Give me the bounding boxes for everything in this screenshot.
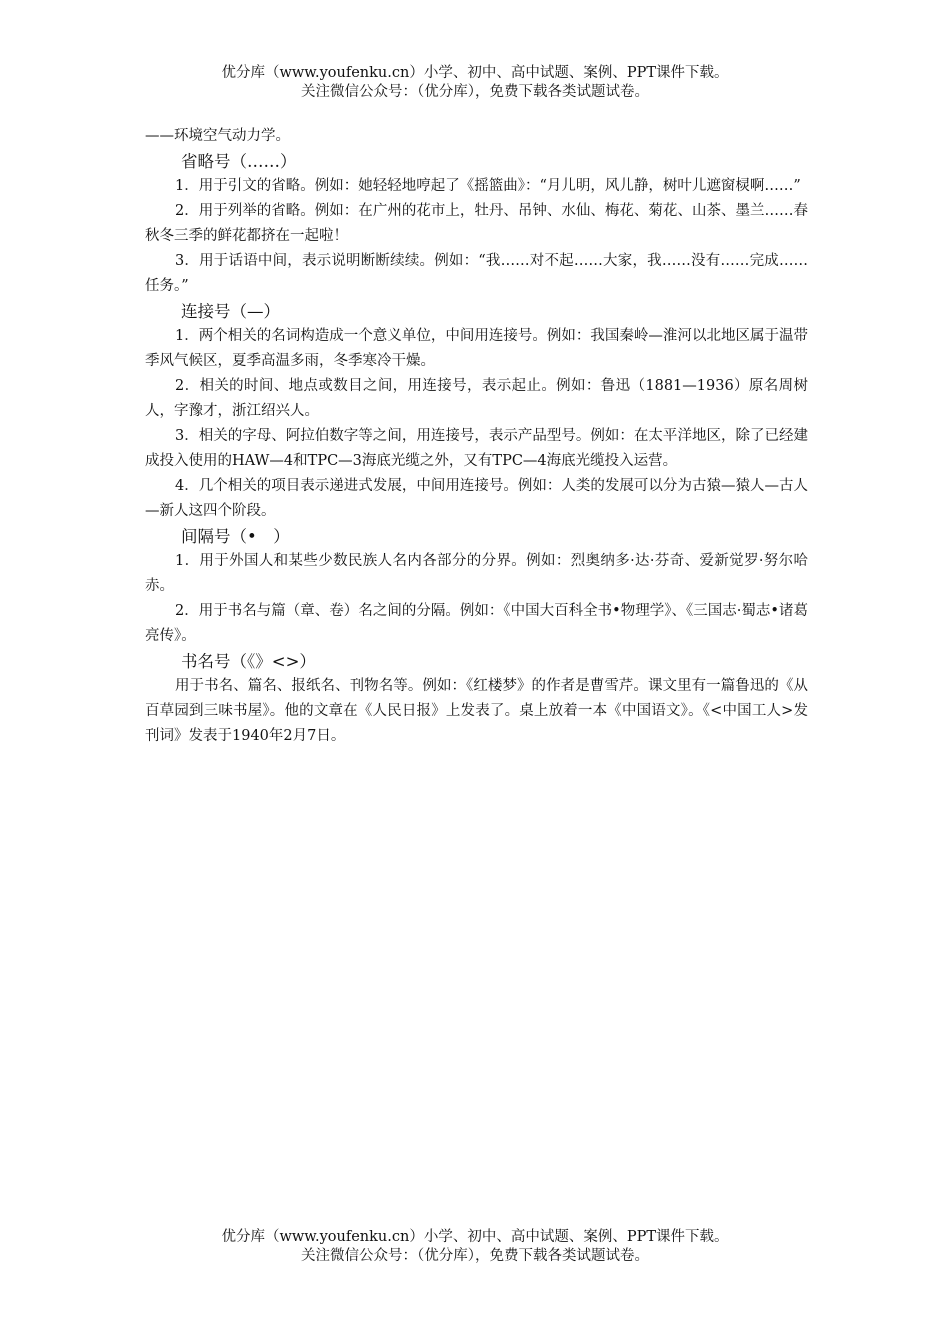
paragraph: 4．几个相关的项目表示递进式发展，中间用连接号。例如：人类的发展可以分为古猿—猿人—古人—新人这四个阶段。 (145, 478, 808, 519)
section-heading-interpunct: 间隔号（• ） (181, 527, 290, 546)
section-heading-title-marks: 书名号（《》<>） (181, 652, 316, 671)
paragraph: 2．用于书名与篇（章、卷）名之间的分隔。例如：《中国大百科全书•物理学》、《三国志·蜀志•诸葛亮传》。 (145, 603, 808, 644)
section-heading-ellipsis: 省略号（……） (181, 152, 297, 171)
footer-line-1: 优分库（www.youfenku.cn）小学、初中、高中试题、案例、PPT课件下载。 (221, 1229, 729, 1245)
paragraph: 1．两个相关的名词构造成一个意义单位，中间用连接号。例如：我国秦岭—淮河以北地区属于温带季风气候区，夏季高温多雨，冬季寒冷干燥。 (145, 328, 808, 369)
section-heading-dash: 连接号（—） (181, 302, 280, 321)
paragraph: 1．用于外国人和某些少数民族人名内各部分的分界。例如：烈奥纳多·达·芬奇、爱新觉罗·努尔哈赤。 (145, 553, 808, 594)
page-header (0, 64, 950, 102)
paragraph: 2．相关的时间、地点或数目之间，用连接号，表示起止。例如：鲁迅（1881—1936）原名周树人，字豫才，浙江绍兴人。 (145, 378, 808, 419)
header-line-1: 优分库（www.youfenku.cn）小学、初中、高中试题、案例、PPT课件下载。 (221, 65, 729, 81)
footer-line-2: 关注微信公众号：（优分库），免费下载各类试题试卷。 (301, 1248, 649, 1264)
paragraph: 3．用于话语中间，表示说明断断续续。例如：“我……对不起……大家，我……没有……完成……任务。” (145, 253, 808, 294)
header-line-2: 关注微信公众号：（优分库），免费下载各类试题试卷。 (301, 84, 649, 100)
paragraph: 用于书名、篇名、报纸名、刊物名等。例如：《红楼梦》的作者是曹雪芹。课文里有一篇鲁迅的《从百草园到三味书屋》。他的文章在《人民日报》上发表了。桌上放着一本《中国语文》。《<中国工人>发刊词》发表于1940年2月7日。 (145, 678, 808, 744)
lead-line: ——环境空气动力学。 (145, 128, 290, 144)
document-body (145, 124, 808, 749)
paragraph: 3．相关的字母、阿拉伯数字等之间，用连接号，表示产品型号。例如：在太平洋地区，除了已经建成投入使用的HAW—4和TPC—3海底光缆之外，又有TPC—4海底光缆投入运营。 (145, 428, 808, 469)
paragraph: 1．用于引文的省略。例如：她轻轻地哼起了《摇篮曲》：“月儿明，风儿静，树叶儿遮窗棂啊……” (175, 178, 801, 194)
page-footer (0, 1228, 950, 1266)
paragraph: 2．用于列举的省略。例如：在广州的花市上，牡丹、吊钟、水仙、梅花、菊花、山茶、墨兰……春秋冬三季的鲜花都挤在一起啦！ (145, 203, 808, 244)
